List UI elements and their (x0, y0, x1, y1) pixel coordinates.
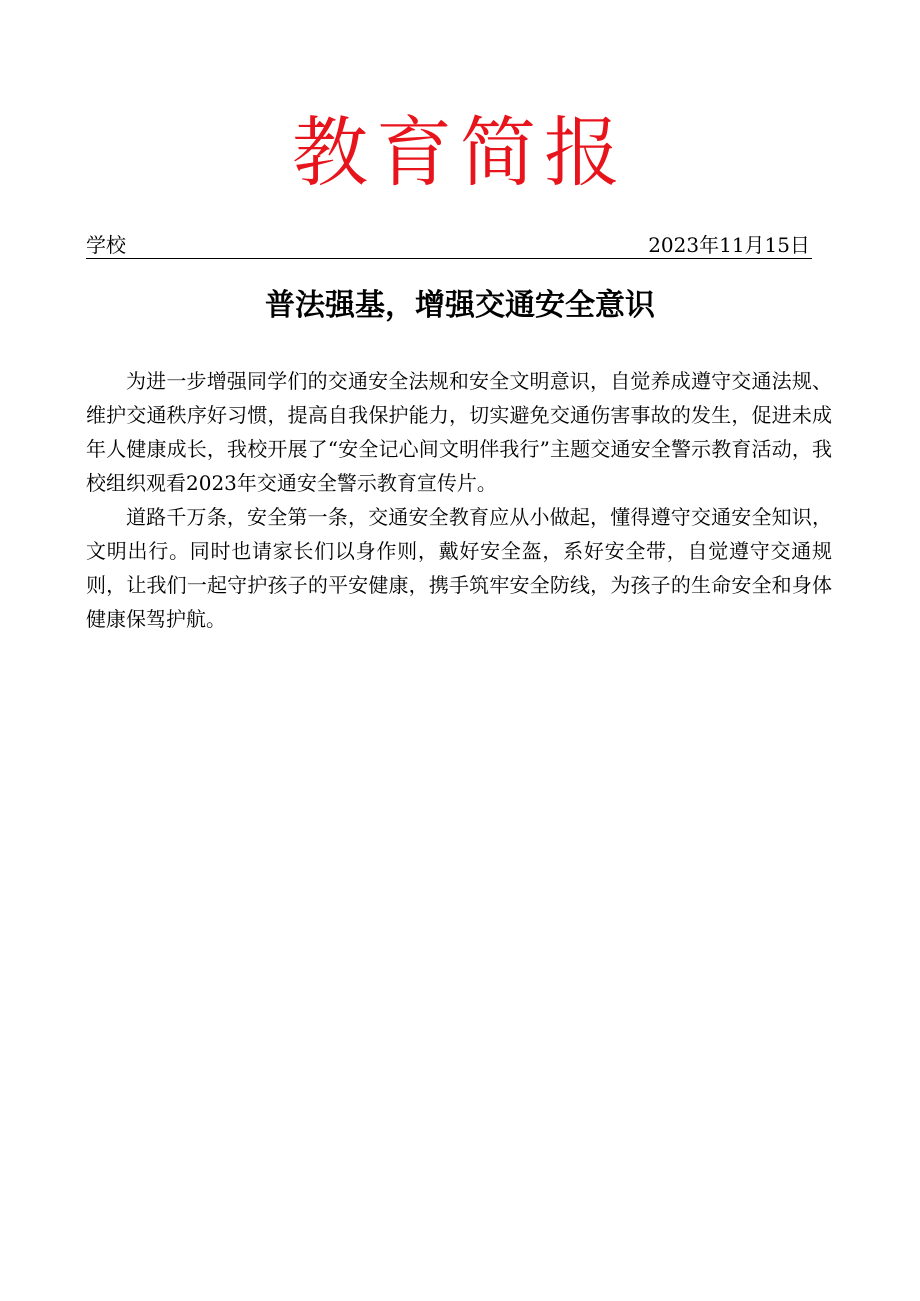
article-paragraph: 道路千万条，安全第一条，交通安全教育应从小做起，懂得遵守交通安全知识，文明出行。同时也请家长们以身作则，戴好安全盔，系好安全带，自觉遵守交通规则，让我们一起守护孩子的平安健康，携手筑牢安全防线，为孩子的生命安全和身体健康保驾护航。 (86, 505, 832, 631)
article-paragraph: 为进一步增强同学们的交通安全法规和安全文明意识，自觉养成遵守交通法规、维护交通秩序好习惯，提高自我保护能力，切实避免交通伤害事故的发生，促进未成年人健康成长，我校开展了“安全记心间文明伴我行”主题交通安全警示教育活动，我校组织观看2023年交通安全警示教育宣传片。 (86, 369, 832, 495)
issue-date: 2023年11月15日 (648, 233, 810, 257)
info-line (86, 232, 812, 259)
masthead-title: 教育简报 (292, 108, 628, 197)
article-headline: 普法强基，增强交通安全意识 (265, 288, 655, 323)
school-label: 学校 (86, 233, 126, 257)
article-body (86, 364, 832, 636)
